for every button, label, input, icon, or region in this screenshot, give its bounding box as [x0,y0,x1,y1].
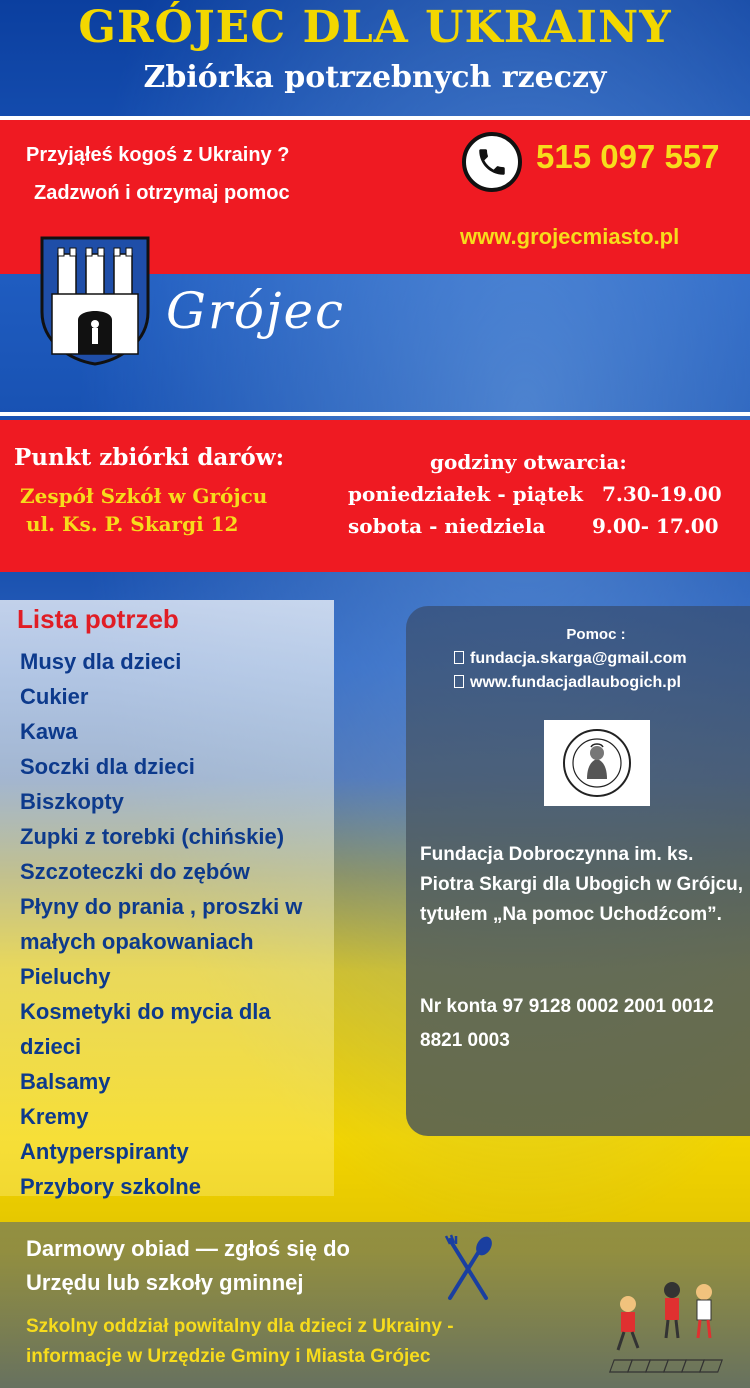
opening-hours-row [348,482,738,506]
opening-hours-row [348,514,738,538]
list-item: Szczoteczki do zębów [20,859,250,884]
foundation-help-panel [406,606,750,1136]
page-subtitle: Zbiórka potrzebnych rzeczy [143,60,607,95]
email-icon [454,651,464,664]
list-item: Pieluchy [20,964,111,989]
globe-icon [454,675,464,688]
foundation-website-text: www.fundacjadlaubogich.pl [470,674,681,691]
help-title: Pomoc : [566,626,626,643]
phone-icon [462,132,522,192]
email-link[interactable] [454,650,687,668]
free-lunch-line: Darmowy obiad — zgłoś się do [26,1236,350,1261]
opening-hours-title: godziny otwarcia: [430,450,627,474]
list-item: Soczki dla dzieci [20,754,195,779]
foundation-logo [544,720,650,806]
free-lunch-line: Urzędu lub szkoły gminnej [26,1270,304,1295]
call-question: Przyjąłeś kogoś z Ukrainy ? [26,144,290,166]
list-item: Przybory szkolne [20,1174,201,1199]
list-item: Cukier [20,684,89,709]
list-item: Musy dla dzieci [20,649,182,674]
list-item: Antyperspiranty [20,1139,189,1164]
town-name-signature: Grójec [166,282,346,340]
list-item: Płyny do prania , proszki w małych opakowaniach [20,894,303,954]
needs-list [20,644,330,1204]
page-title: GRÓJEC DLA UKRAINY [78,2,672,53]
list-item: Balsamy [20,1069,111,1094]
needs-list-panel [0,600,334,1199]
list-item: Kremy [20,1104,89,1129]
website-link[interactable]: www.grojecmiasto.pl [460,224,680,249]
collection-point-section [0,420,750,572]
opening-hours-days: poniedziałek - piątek [348,482,583,506]
children-playing-icon [604,1278,750,1386]
coat-of-arms-icon [38,234,152,366]
list-item: Kosmetyki do mycia dla dzieci [20,999,271,1059]
collection-point-title: Punkt zbiórki darów: [14,444,285,471]
bank-account-number: Nr konta 97 9128 0002 2001 0012 8821 0003 [420,996,714,1051]
foundation-website-link[interactable] [454,674,681,692]
phone-number-link[interactable]: 515 097 557 [536,138,720,175]
cutlery-icon [442,1234,494,1302]
opening-hours-days: sobota - niedziela [348,514,546,538]
opening-hours-time: 7.30-19.00 [602,482,722,506]
header [0,0,750,116]
email-text: fundacja.skarga@gmail.com [470,650,687,667]
list-item: Kawa [20,719,78,744]
collection-point-address: ul. Ks. P. Skargi 12 [26,512,239,536]
welcome-class-line: informacje w Urzędzie Gminy i Miasta Grójec [26,1346,431,1367]
list-item: Zupki z torebki (chińskie) [20,824,285,849]
list-item: Biszkopty [20,789,124,814]
foundation-description: Fundacja Dobroczynna im. ks. Piotra Skargi dla Ubogich w Grójcu, tytułem „Na pomoc Uchodźcom”. [420,844,744,925]
collection-point-school: Zespół Szkół w Grójcu [20,484,268,508]
opening-hours-time: 9.00- 17.00 [592,514,719,538]
needs-list-title: Lista potrzeb [17,604,179,634]
town-crest-section [0,274,750,412]
bottom-info-section [0,1222,750,1388]
welcome-class-line: Szkolny oddział powitalny dla dzieci z Ukrainy - [26,1316,454,1337]
divider [0,412,750,416]
call-instruction: Zadzwoń i otrzymaj pomoc [34,182,290,204]
